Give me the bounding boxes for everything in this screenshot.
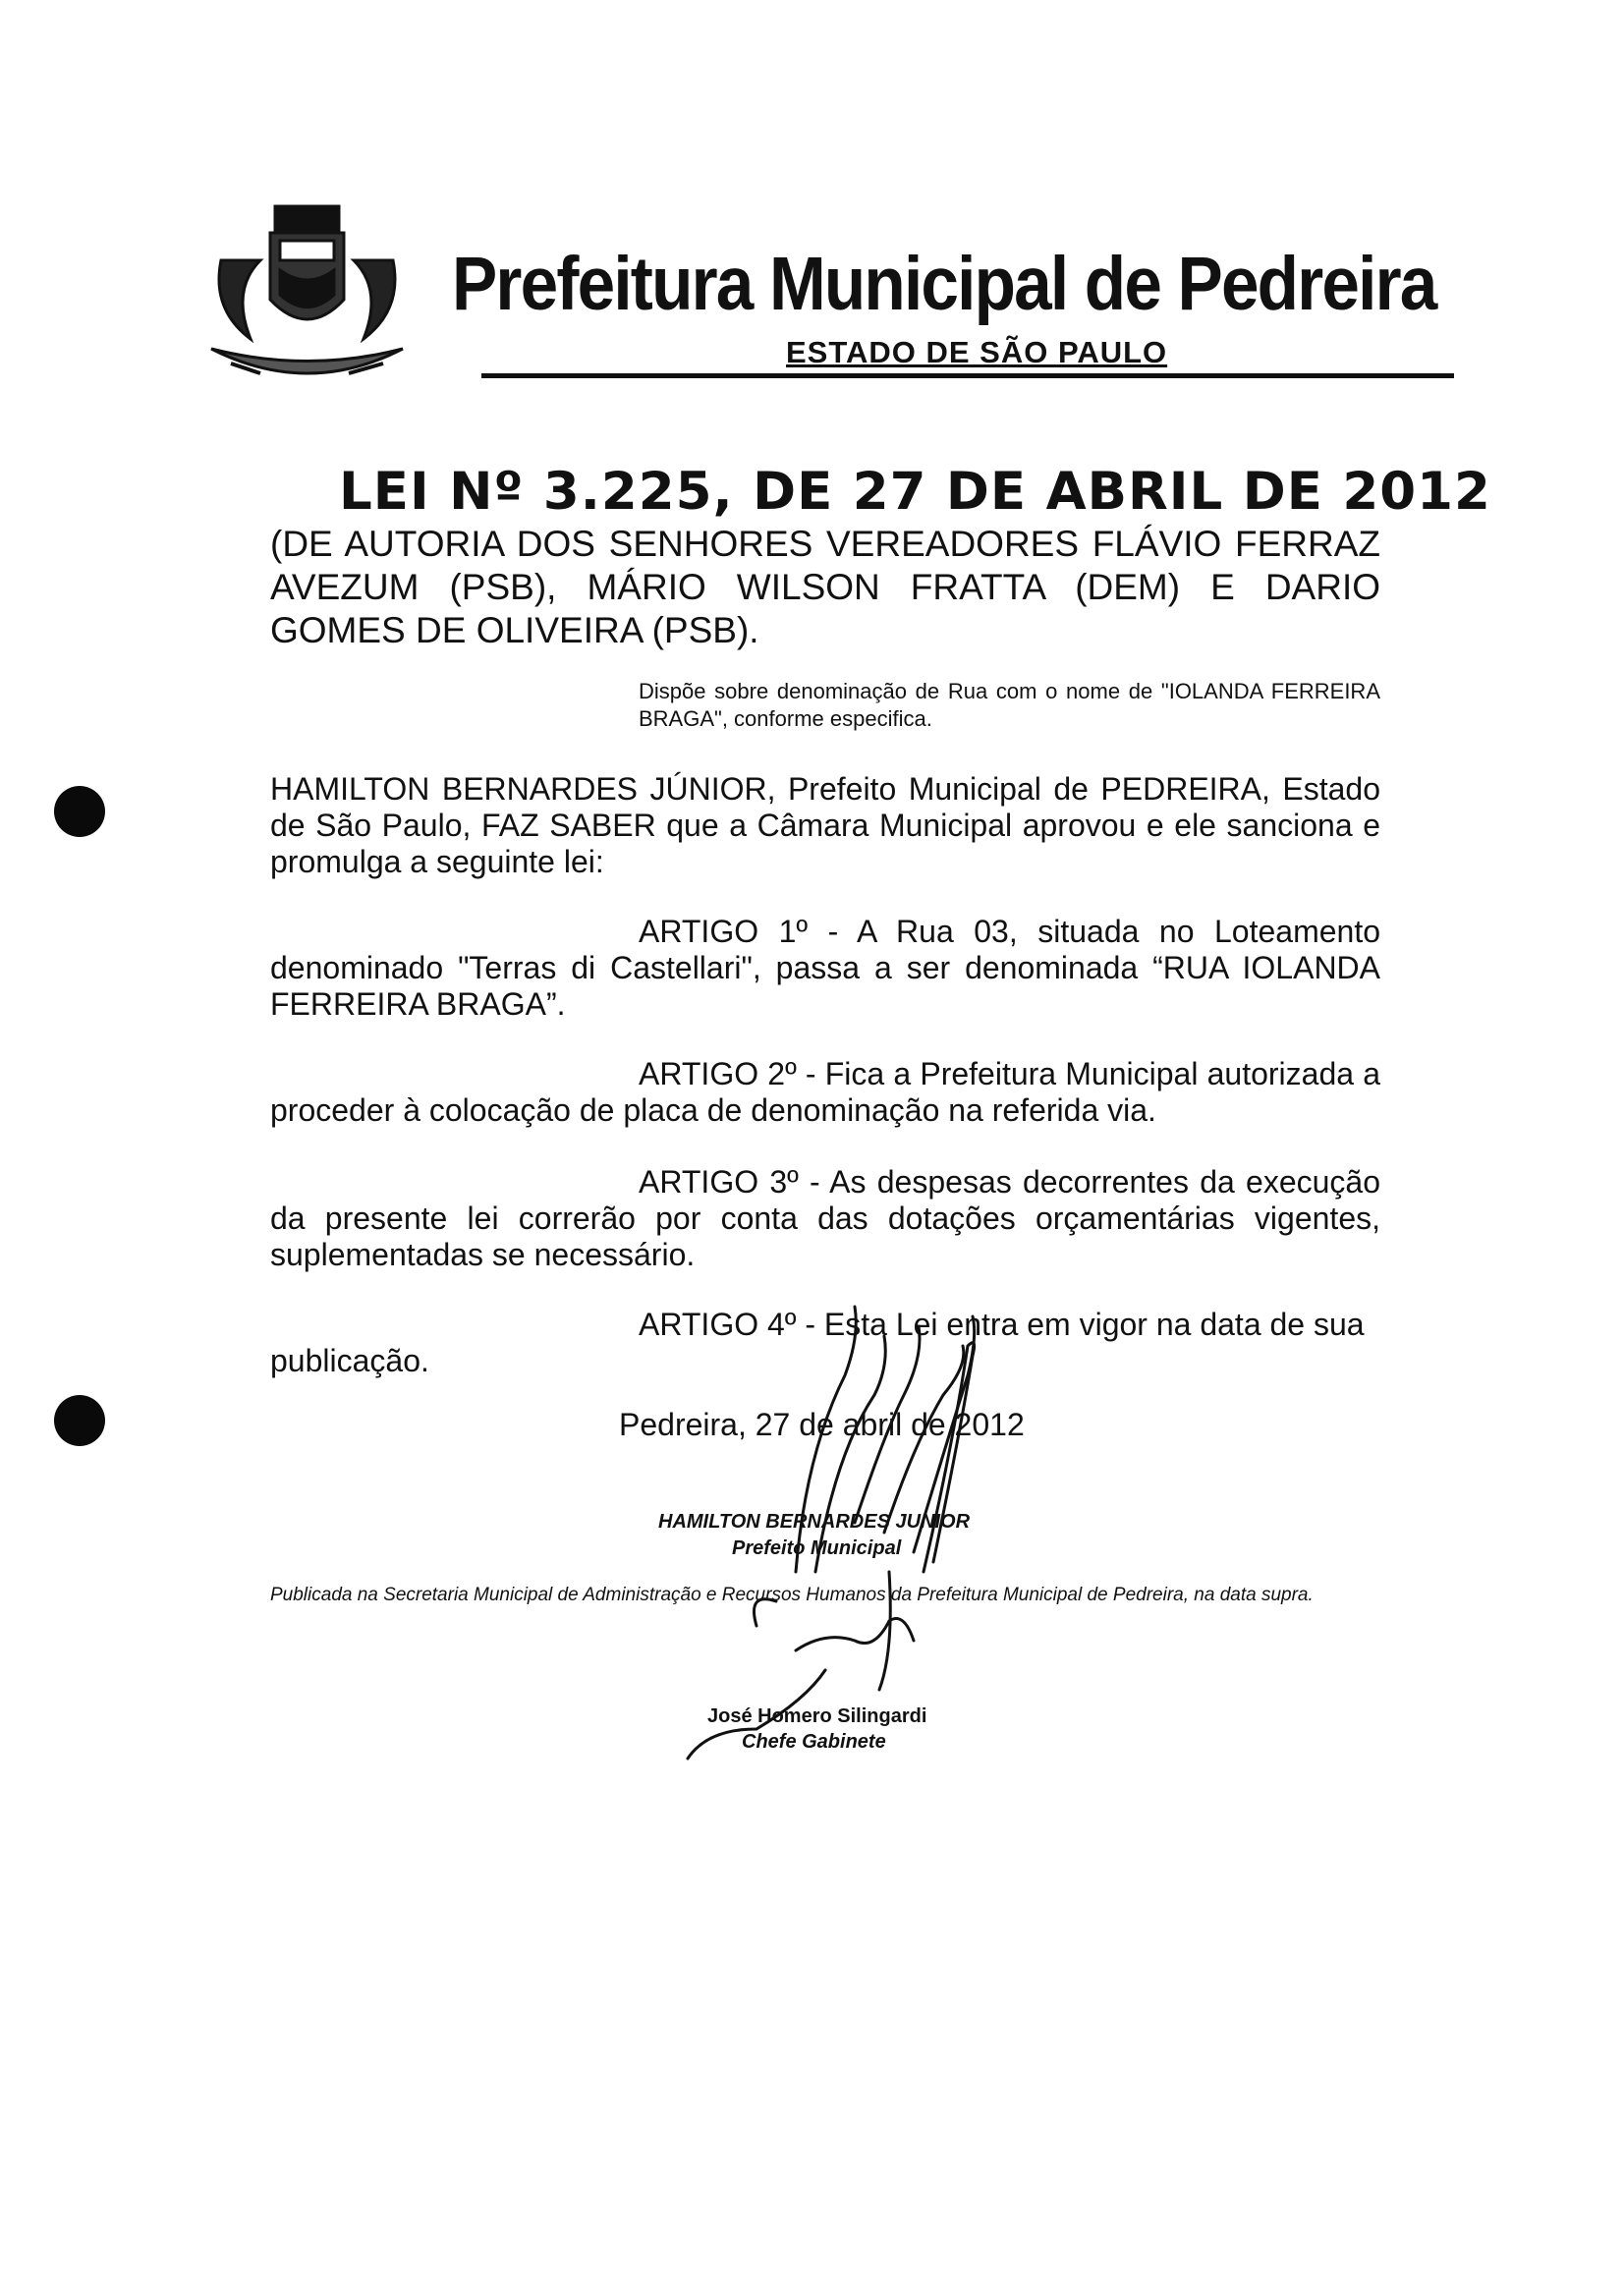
- article-4-label: ARTIGO 4º -: [639, 1307, 816, 1342]
- chief-name: José Homero Silingardi: [707, 1705, 927, 1727]
- law-ementa: Dispõe sobre denominação de Rua com o nome de "IOLANDA FERREIRA BRAGA", conforme especifica.: [639, 679, 1380, 731]
- preamble: HAMILTON BERNARDES JÚNIOR, Prefeito Municipal de PEDREIRA, Estado de São Paulo, FAZ SABER que a Câmara Municipal aprovou e ele sanciona e promulga a seguinte lei:: [270, 771, 1380, 879]
- publication-note: Publicada na Secretaria Municipal de Administração e Recursos Humanos da Prefeitura Municipal de Pedreira, na data supra.: [270, 1585, 1314, 1605]
- punch-hole-bottom: [54, 1395, 105, 1446]
- punch-hole-top: [54, 786, 105, 837]
- place-date: Pedreira, 27 de abril de 2012: [619, 1407, 1025, 1442]
- header-divider: [481, 373, 1454, 378]
- article-4-text: Esta Lei entra em vigor na data de sua publicação.: [270, 1307, 1365, 1378]
- article-1: [270, 914, 1380, 1023]
- coat-of-arms-icon: [201, 201, 413, 383]
- chief-role: Chefe Gabinete: [742, 1731, 886, 1753]
- article-2-text: Fica a Prefeitura Municipal autorizada a proceder à colocação de placa de denominação na referida via.: [270, 1056, 1380, 1128]
- law-authors: (DE AUTORIA DOS SENHORES VEREADORES FLÁVIO FERRAZ AVEZUM (PSB), MÁRIO WILSON FRATTA (DEM) E DARIO GOMES DE OLIVEIRA (PSB).: [270, 524, 1380, 650]
- article-4: [270, 1307, 1380, 1379]
- header-title: Prefeitura Municipal de Pedreira: [452, 242, 1436, 326]
- article-3-label: ARTIGO 3º -: [639, 1164, 820, 1200]
- article-3-text: As despesas decorrentes da execução da presente lei correrão por conta das dotações orçamentárias vigentes, suplementadas se necessário.: [270, 1164, 1380, 1272]
- article-2: [270, 1056, 1380, 1129]
- article-1-label: ARTIGO 1º -: [639, 914, 839, 949]
- mayor-name: HAMILTON BERNARDES JUNIOR: [658, 1511, 971, 1533]
- mayor-role: Prefeito Municipal: [732, 1537, 902, 1559]
- article-2-label: ARTIGO 2º -: [639, 1056, 816, 1091]
- article-1-text: A Rua 03, situada no Loteamento denominado "Terras di Castellari", passa a ser denominada “RUA IOLANDA FERREIRA BRAGA”.: [270, 914, 1381, 1022]
- law-title: LEI Nº 3.225, DE 27 DE ABRIL DE 2012: [339, 462, 1491, 522]
- article-3: [270, 1164, 1380, 1273]
- header-subtitle: ESTADO DE SÃO PAULO: [786, 335, 1168, 369]
